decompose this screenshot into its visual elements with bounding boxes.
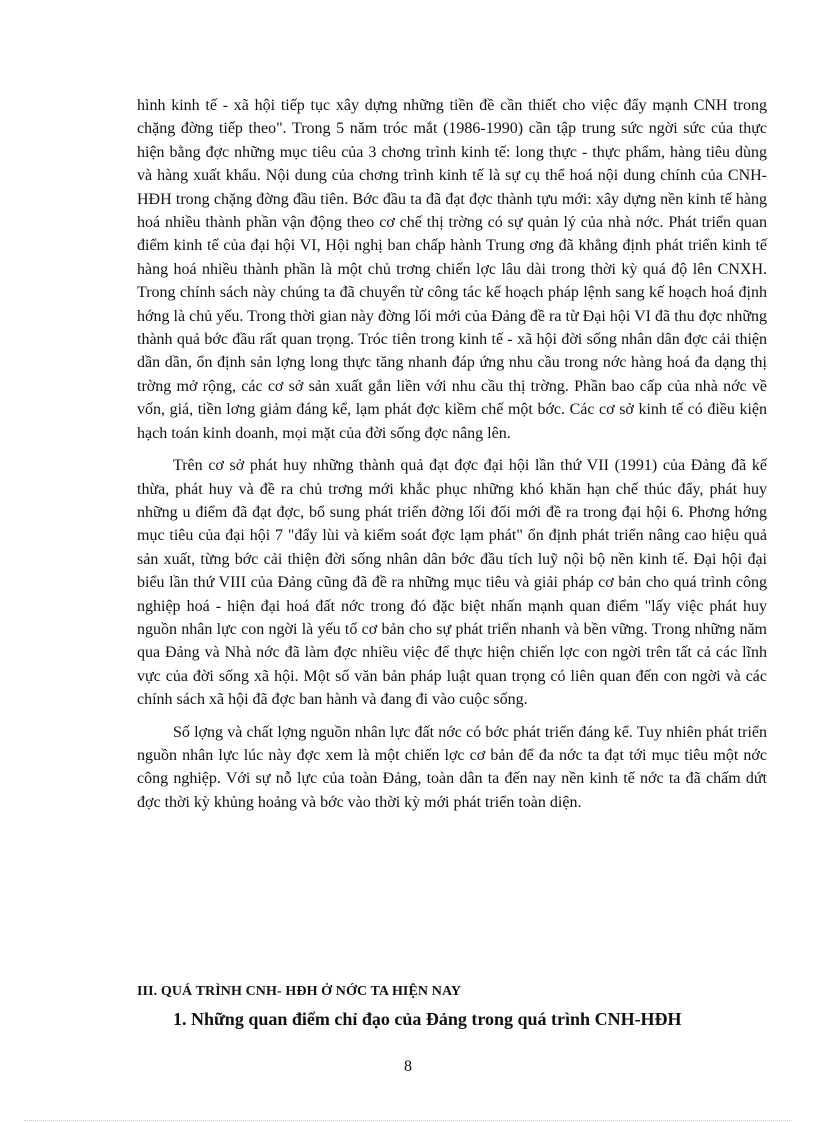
paragraph-2: Trên cơ sở phát huy những thành quả đạt đợc đại hội lần thứ VII (1991) của Đảng đã kế thừa, phát huy và đề ra chủ trơng mới khắc phục những khó khăn hạn chế thúc đẩy, phát huy những u điểm đã đạt đợc, bổ sung phát triển đờng lối đổi mới đề ra trong đại hội 6. Phơng hớng mục tiêu của đại hội 7 "đẩy lùi và kiểm soát đợc lạm phát" ổn định phát triển nâng cao hiệu quả sản xuất, từng bớc cải thiện đời sống nhân dân bớc đầu tích luỹ nội bộ nền kinh tế. Đại hội đại biểu lần thứ VIII của Đảng cũng đã đề ra những mục tiêu và giải pháp cơ bản cho quá trình công nghiệp hoá - hiện đại hoá đất nớc trong đó đặc biệt nhấn mạnh quan điểm "lấy việc phát huy nguồn nhân lực con ngời là yếu tố cơ bản cho sự phát triển nhanh và bền vững. Trong những năm qua Đảng và Nhà nớc đã làm đợc nhiều việc để thực hiện chiến lợc con ngời trên tất cả các lĩnh vực của đời sống xã hội. Một số văn bản pháp luật quan trọng có liên quan đến con ngời và các chính sách xã hội đã đợc ban hành và đang đi vào cuộc sống. <box>137 457 767 709</box>
paragraph-1: hình kinh tế - xã hội tiếp tục xây dựng những tiền đề cần thiết cho việc đẩy mạnh CNH trong chặng đờng tiếp theo". Trong 5 năm tróc mắt (1986-1990) cần tập trung sức ngời sức của thực hiện bằng đợc những mục tiêu của 3 chơng trình kinh tế: long thực - thực phẩm, hàng tiêu dùng và hàng xuất khẩu. Nội dung của chơng trình kinh tế là sự cụ thể hoá nội dung chính của CNH-HĐH trong chặng đờng đầu tiên. Bớc đầu ta đã đạt đợc thành tựu mới: xây dựng nền kinh tế hàng hoá nhiều thành phần vận động theo cơ chế thị trờng có sự quản lý của nhà nớc. Phát triển quan điểm kinh tế của đại hội VI, Hội nghị ban chấp hành Trung ơng đã khẳng định phát triển kinh tế hàng hoá nhiều thành phần là một chủ trơng chiến lợc lâu dài trong thời kỳ quá độ lên CNXH. Trong chính sách này chúng ta đã chuyển từ công tác kế hoạch pháp lệnh sang kế hoạch hoá định hớng là chủ yếu. Trong thời gian này đờng lối mới của Đảng đề ra từ Đại hội VI đã thu đợc những thành quả bớc đầu rất quan trọng. Tróc tiên trong kinh tế - xã hội đời sống nhân dân đợc cải thiện dần dần, ổn định sản lợng long thực tăng nhanh đáp ứng nhu cầu trong nớc hàng hoá đa dạng thị trờng mở rộng, các cơ sở sản xuất gắn liền với nhu cầu thị trờng. Phần bao cấp của nhà nớc về vốn, giá, tiền lơng giảm đáng kể, lạm phát đợc kiềm chế một bớc. Các cơ sở kinh tế có điều kiện hạch toán kinh doanh, mọi mặt của đời sống đợc nâng lên. <box>137 97 767 442</box>
section-heading: III. QUÁ TRÌNH CNH- HĐH Ở NỚC TA HIỆN NAY <box>137 984 462 999</box>
sub-heading: 1. Những quan điểm chỉ đạo của Đảng trong quá trình CNH-HĐH <box>173 1009 682 1029</box>
footer-divider <box>24 1120 792 1121</box>
body-text <box>137 94 767 823</box>
paragraph-3: Số lợng và chất lợng nguồn nhân lực đất nớc có bớc phát triển đáng kể. Tuy nhiên phát triển nguồn nhân lực lúc này đợc xem là một chiến lợc cơ bản để đa nớc ta đạt tới mục tiêu một nớc công nghiệp. Với sự nỗ lực của toàn Đảng, toàn dân ta đến nay nền kinh tế nớc ta đã chấm dứt đợc thời kỳ khủng hoảng và bớc vào thời kỳ mới phát triển toàn diện. <box>137 723 767 811</box>
page-number: 8 <box>404 1058 412 1075</box>
